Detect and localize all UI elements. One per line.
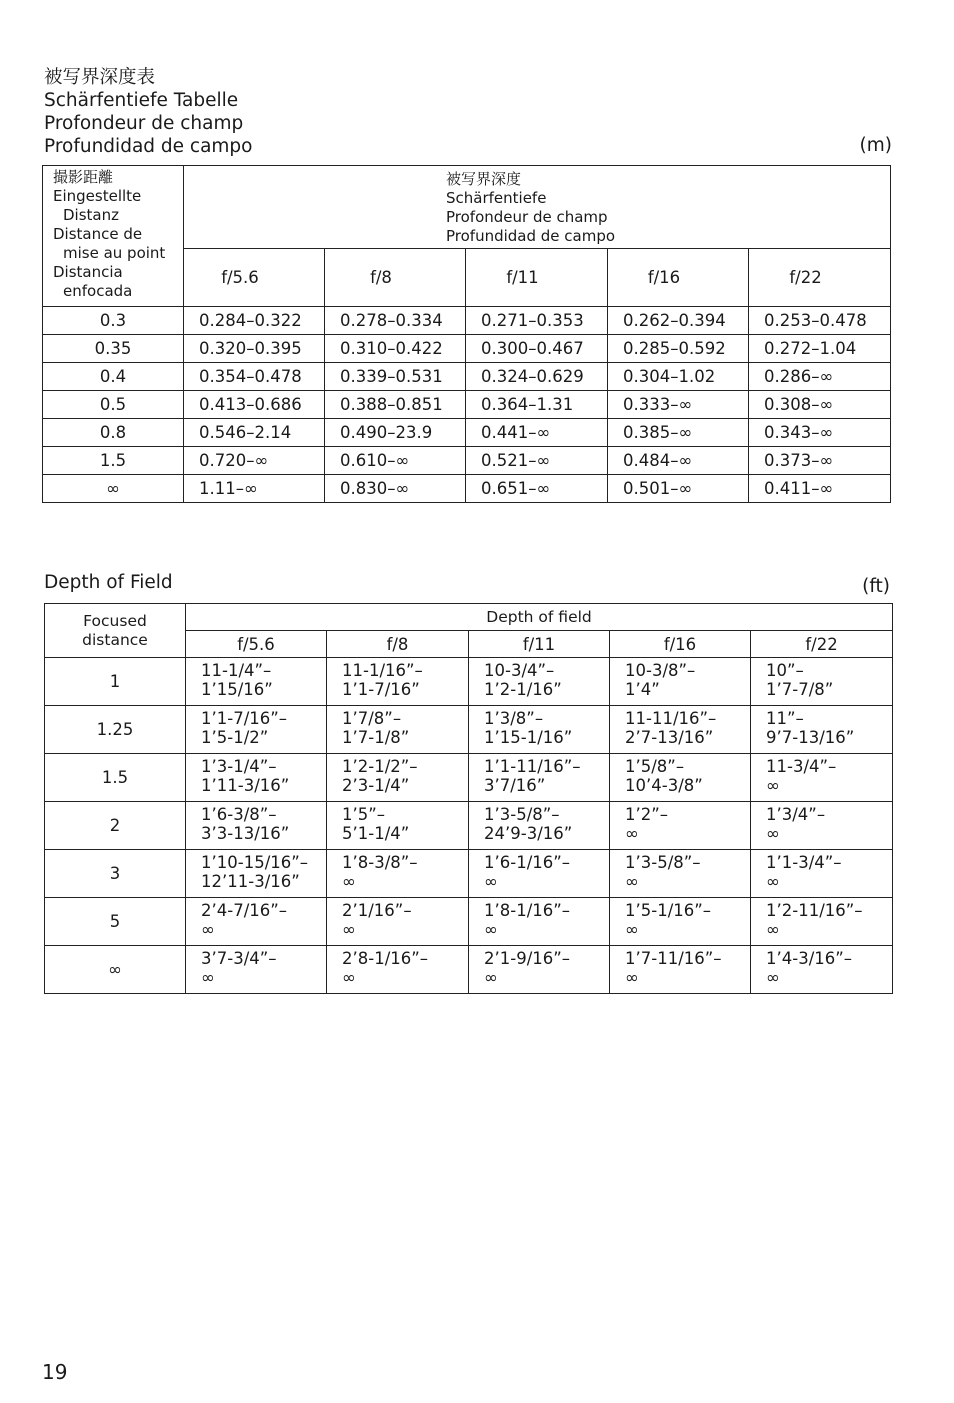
depth-cell: 0.546–2.14	[184, 419, 325, 447]
imperial-aperture-header: f/16	[610, 631, 751, 658]
depth-near: 1’8-3/8”–	[342, 853, 418, 872]
depth-far: 1’4”	[625, 680, 660, 699]
depth-near: 2’4-7/16”–	[201, 901, 288, 920]
depth-far: ∞	[342, 872, 356, 891]
depth-far: 3’3-13/16”	[201, 824, 290, 843]
depth-near: 1’2-1/2”–	[342, 757, 418, 776]
depth-far: 1’7-1/8”	[342, 728, 410, 747]
depth-cell	[327, 898, 469, 946]
table-row	[43, 419, 891, 447]
depth-far: 5’1-1/4”	[342, 824, 410, 843]
distance-cell: 1.25	[45, 706, 186, 754]
depth-far: ∞	[484, 920, 498, 939]
depth-cell	[610, 946, 751, 994]
depth-cell: 0.413–0.686	[184, 391, 325, 419]
distance-cell: ∞	[45, 946, 186, 994]
table-row	[45, 706, 893, 754]
depth-cell	[469, 706, 610, 754]
table-row	[43, 447, 891, 475]
distance-cell: 0.4	[43, 363, 184, 391]
depth-far: 12’11-3/16”	[201, 872, 300, 891]
metric-aperture-header: f/22	[749, 249, 891, 307]
depth-cell	[469, 898, 610, 946]
depth-near: 2’1/16”–	[342, 901, 412, 920]
depth-cell	[610, 850, 751, 898]
depth-cell: 0.262–0.394	[608, 307, 749, 335]
depth-far: ∞	[625, 824, 639, 843]
distance-cell: 1	[45, 658, 186, 706]
depth-far: 1’2-1/16”	[484, 680, 562, 699]
depth-cell: 0.310–0.422	[325, 335, 466, 363]
depth-far: 24’9-3/16”	[484, 824, 573, 843]
title-french: Profondeur de champ	[44, 113, 244, 134]
distance-cell: 0.35	[43, 335, 184, 363]
depth-cell	[469, 658, 610, 706]
table-row	[43, 307, 891, 335]
depth-near: 3’7-3/4”–	[201, 949, 277, 968]
metric-aperture-header: f/16	[608, 249, 749, 307]
depth-cell	[751, 850, 893, 898]
depth-far: 2’7-13/16”	[625, 728, 714, 747]
title-german: Schärfentiefe Tabelle	[44, 90, 239, 111]
depth-far: ∞	[766, 776, 780, 795]
depth-far: 1’5-1/2”	[201, 728, 269, 747]
imperial-unit-label: (ft)	[862, 576, 890, 597]
depth-cell: 0.253–0.478	[749, 307, 891, 335]
depth-far: 10’4-3/8”	[625, 776, 703, 795]
depth-far: 1’15/16”	[201, 680, 273, 699]
depth-near: 11”–	[766, 709, 804, 728]
imperial-aperture-header: f/22	[751, 631, 893, 658]
depth-near: 1’7/8”–	[342, 709, 402, 728]
depth-cell: 0.364–1.31	[466, 391, 608, 419]
table-row	[43, 363, 891, 391]
depth-far: ∞	[342, 920, 356, 939]
depth-near: 2’8-1/16”–	[342, 949, 429, 968]
depth-cell	[186, 706, 327, 754]
depth-cell: 0.651–∞	[466, 475, 608, 503]
depth-cell	[327, 754, 469, 802]
depth-cell	[327, 706, 469, 754]
depth-far: 1’1-7/16”	[342, 680, 420, 699]
depth-cell: 0.285–0.592	[608, 335, 749, 363]
table-row	[45, 850, 893, 898]
depth-cell: 0.388–0.851	[325, 391, 466, 419]
metric-aperture-header: f/5.6	[184, 249, 325, 307]
imperial-depth-table	[44, 603, 893, 994]
metric-header-distance: 撮影距離 Eingestellte Distanz Distance de mise au point Distancia enfocada	[43, 166, 184, 307]
depth-cell	[469, 946, 610, 994]
depth-near: 10-3/4”–	[484, 661, 555, 680]
depth-cell	[751, 754, 893, 802]
depth-cell	[327, 946, 469, 994]
depth-near: 1’4-3/16”–	[766, 949, 853, 968]
depth-cell	[469, 802, 610, 850]
depth-cell	[610, 898, 751, 946]
depth-cell: 0.490–23.9	[325, 419, 466, 447]
depth-cell: 0.373–∞	[749, 447, 891, 475]
depth-far: ∞	[625, 968, 639, 987]
depth-cell	[610, 754, 751, 802]
depth-far: ∞	[625, 872, 639, 891]
depth-cell: 0.385–∞	[608, 419, 749, 447]
depth-cell: 0.304–1.02	[608, 363, 749, 391]
depth-cell: 0.333–∞	[608, 391, 749, 419]
title-japanese: 被写界深度表	[44, 67, 156, 88]
depth-cell: 0.343–∞	[749, 419, 891, 447]
distance-cell: 2	[45, 802, 186, 850]
depth-near: 10”–	[766, 661, 804, 680]
depth-near: 11-3/4”–	[766, 757, 837, 776]
depth-far: ∞	[625, 920, 639, 939]
depth-cell	[186, 850, 327, 898]
depth-near: 1’3-1/4”–	[201, 757, 277, 776]
depth-far: ∞	[766, 872, 780, 891]
table-row	[45, 802, 893, 850]
depth-cell: 0.354–0.478	[184, 363, 325, 391]
depth-near: 1’6-1/16”–	[484, 853, 571, 872]
imperial-aperture-header: f/5.6	[186, 631, 327, 658]
depth-cell	[751, 898, 893, 946]
table-row	[43, 475, 891, 503]
depth-cell: 0.339–0.531	[325, 363, 466, 391]
title-spanish: Profundidad de campo	[44, 136, 253, 157]
metric-aperture-header: f/8	[325, 249, 466, 307]
depth-far: 1’7-7/8”	[766, 680, 834, 699]
depth-near: 1’1-11/16”–	[484, 757, 581, 776]
imperial-header-distance: Focused distance	[45, 604, 186, 658]
depth-cell	[327, 658, 469, 706]
depth-near: 2’1-9/16”–	[484, 949, 571, 968]
imperial-header-depth: Depth of field	[186, 604, 893, 631]
distance-cell: 3	[45, 850, 186, 898]
depth-cell: 0.278–0.334	[325, 307, 466, 335]
depth-cell	[610, 802, 751, 850]
depth-cell: 0.286–∞	[749, 363, 891, 391]
depth-cell	[469, 754, 610, 802]
depth-far: ∞	[766, 968, 780, 987]
depth-far: 3’7/16”	[484, 776, 546, 795]
distance-cell: 1.5	[43, 447, 184, 475]
depth-cell	[186, 946, 327, 994]
depth-cell	[751, 706, 893, 754]
imperial-title: Depth of Field	[44, 572, 173, 593]
metric-unit-label: (m)	[859, 135, 892, 156]
depth-cell: 0.610–∞	[325, 447, 466, 475]
table-row	[43, 391, 891, 419]
metric-depth-table	[42, 165, 891, 503]
depth-near: 1’2”–	[625, 805, 669, 824]
depth-far: 1’11-3/16”	[201, 776, 290, 795]
depth-near: 11-11/16”–	[625, 709, 717, 728]
distance-cell: 0.8	[43, 419, 184, 447]
distance-cell: 0.5	[43, 391, 184, 419]
depth-far: ∞	[766, 824, 780, 843]
depth-near: 1’2-11/16”–	[766, 901, 863, 920]
depth-near: 1’3-5/8”–	[484, 805, 560, 824]
depth-far: 1’15-1/16”	[484, 728, 573, 747]
distance-cell: 5	[45, 898, 186, 946]
depth-cell	[751, 658, 893, 706]
depth-cell: 0.308–∞	[749, 391, 891, 419]
depth-near: 1’1-7/16”–	[201, 709, 288, 728]
depth-cell: 0.521–∞	[466, 447, 608, 475]
depth-cell: 0.720–∞	[184, 447, 325, 475]
depth-cell	[751, 802, 893, 850]
depth-cell: 0.272–1.04	[749, 335, 891, 363]
depth-cell	[751, 946, 893, 994]
depth-cell: 0.411–∞	[749, 475, 891, 503]
depth-far: ∞	[484, 872, 498, 891]
depth-cell	[186, 802, 327, 850]
depth-cell	[610, 658, 751, 706]
metric-header-depth: 被写界深度 Schärfentiefe Profondeur de champ Profundidad de campo	[184, 166, 891, 249]
depth-near: 1’5/8”–	[625, 757, 685, 776]
depth-cell: 0.300–0.467	[466, 335, 608, 363]
distance-cell: 0.3	[43, 307, 184, 335]
depth-far: ∞	[484, 968, 498, 987]
table-row	[45, 946, 893, 994]
depth-near: 1’6-3/8”–	[201, 805, 277, 824]
depth-near: 11-1/16”–	[342, 661, 423, 680]
page-number: 19	[42, 1360, 68, 1384]
page-title-block	[44, 66, 253, 158]
depth-far: ∞	[201, 968, 215, 987]
table-row	[45, 898, 893, 946]
depth-near: 1’3-5/8”–	[625, 853, 701, 872]
depth-near: 1’7-11/16”–	[625, 949, 722, 968]
depth-far: 2’3-1/4”	[342, 776, 410, 795]
depth-near: 1’5-1/16”–	[625, 901, 712, 920]
distance-cell: 1.5	[45, 754, 186, 802]
distance-cell: ∞	[43, 475, 184, 503]
depth-cell	[186, 658, 327, 706]
depth-cell: 1.11–∞	[184, 475, 325, 503]
imperial-aperture-header: f/11	[469, 631, 610, 658]
depth-near: 1’10-15/16”–	[201, 853, 309, 872]
depth-near: 1’5”–	[342, 805, 386, 824]
depth-cell	[327, 850, 469, 898]
depth-cell: 0.830–∞	[325, 475, 466, 503]
depth-near: 1’3/8”–	[484, 709, 544, 728]
depth-cell: 0.441–∞	[466, 419, 608, 447]
depth-cell: 0.501–∞	[608, 475, 749, 503]
depth-cell	[327, 802, 469, 850]
depth-cell	[186, 898, 327, 946]
depth-cell: 0.271–0.353	[466, 307, 608, 335]
depth-near: 1’8-1/16”–	[484, 901, 571, 920]
depth-far: 9’7-13/16”	[766, 728, 855, 747]
depth-cell	[610, 706, 751, 754]
imperial-aperture-header: f/8	[327, 631, 469, 658]
depth-far: ∞	[342, 968, 356, 987]
depth-near: 1’1-3/4”–	[766, 853, 842, 872]
depth-near: 10-3/8”–	[625, 661, 696, 680]
table-row	[45, 754, 893, 802]
depth-far: ∞	[766, 920, 780, 939]
depth-cell: 0.320–0.395	[184, 335, 325, 363]
depth-near: 1’3/4”–	[766, 805, 826, 824]
depth-far: ∞	[201, 920, 215, 939]
depth-near: 11-1/4”–	[201, 661, 272, 680]
depth-cell	[469, 850, 610, 898]
depth-cell	[186, 754, 327, 802]
metric-aperture-header: f/11	[466, 249, 608, 307]
table-row	[45, 658, 893, 706]
depth-cell: 0.284–0.322	[184, 307, 325, 335]
depth-cell: 0.324–0.629	[466, 363, 608, 391]
table-row	[43, 335, 891, 363]
depth-cell: 0.484–∞	[608, 447, 749, 475]
